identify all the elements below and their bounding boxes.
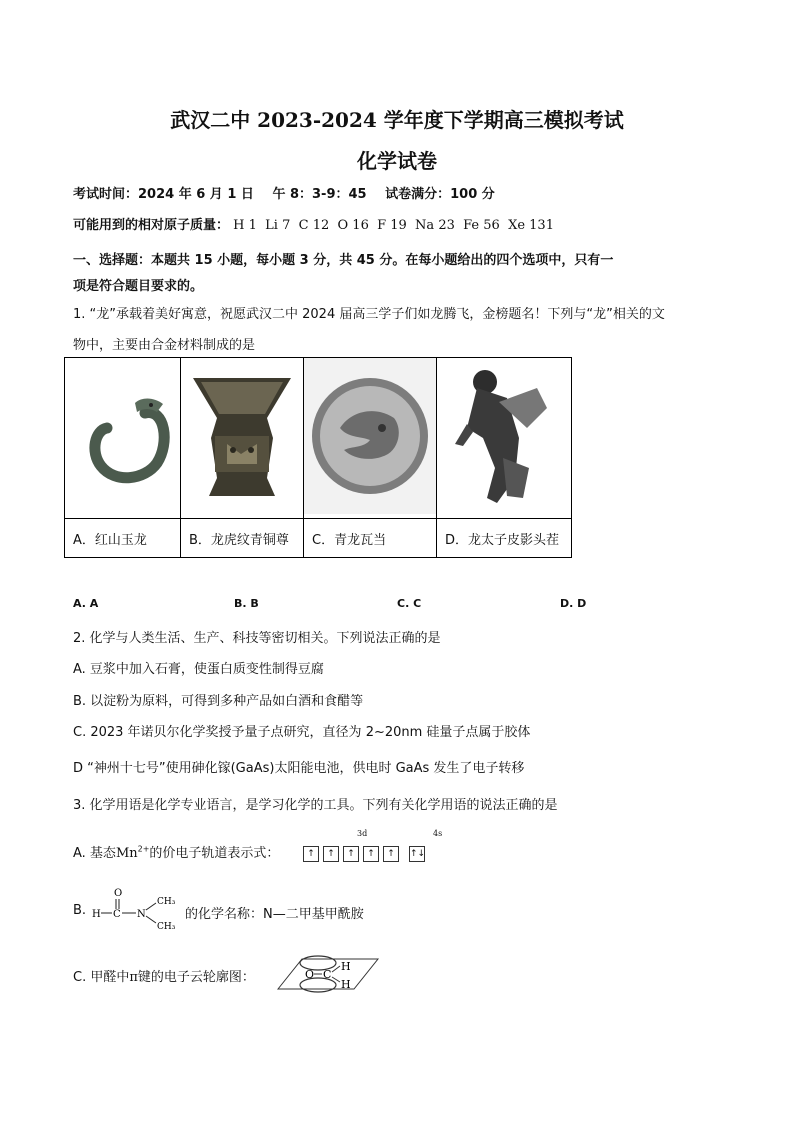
atomic-masses — [73, 214, 554, 233]
struct-o: O — [114, 888, 123, 899]
orbital-3d-1: ↑ — [303, 846, 319, 862]
label-3d: 3d — [357, 829, 368, 838]
q3-option-c — [73, 966, 255, 985]
q3-option-a — [73, 842, 279, 861]
struct-n: N — [137, 909, 146, 920]
exam-score: 试卷满分：100 分 — [385, 187, 495, 202]
exam-time-label: 考试时间：2024 年 6 月 1 日 — [73, 187, 254, 202]
q3-c-pi: π — [129, 970, 138, 985]
jade-dragon-image — [65, 358, 181, 519]
q1-choice-d[interactable]: D. D — [560, 597, 587, 610]
q2-option-c: C. 2023 年诺贝尔化学奖授予量子点研究，直径为 2~20nm 硅量子点属于胶体 — [73, 725, 531, 740]
q1-stem-line1: 1. “龙”承载着美好寓意，祝愿武汉二中 2024 届高三学子们如龙腾飞，金榜题名！下列与“龙”相关的文 — [73, 307, 665, 322]
struct-ch3-bottom: CH₃ — [157, 922, 176, 932]
section-heading-line1: 一、选择题：本题共 15 小题，每小题 3 分，共 45 分。在每小题给出的四个选项中，只有一 — [73, 253, 614, 268]
q1-caption-b: B．龙虎纹青铜尊 — [181, 519, 304, 558]
q1-caption-d: D．龙太子皮影头茬 — [437, 519, 572, 558]
exam-time — [73, 183, 495, 202]
orbital-3d-5: ↑ — [383, 846, 399, 862]
q3-c-prefix: C. 甲醛中 — [73, 970, 130, 985]
orbital-3d-3: ↑ — [343, 846, 359, 862]
cloud-c: C — [323, 968, 332, 981]
struct-ch3-top: CH₃ — [157, 897, 176, 907]
dmf-structure — [90, 885, 185, 933]
shadow-puppet-image — [437, 358, 572, 519]
q2-option-b: B. 以淀粉为原料，可得到多种产品如白酒和食醋等 — [73, 694, 364, 709]
q3-a-charge: 2+ — [137, 844, 150, 854]
q2-option-d: D “神州十七号”使用砷化镓(GaAs)太阳能电池，供电时 GaAs 发生了电子转移 — [73, 761, 525, 776]
atomic-masses-label: 可能用到的相对原子质量： — [73, 218, 230, 233]
orbital-3d-2: ↑ — [323, 846, 339, 862]
exam-title: 武汉二中 2023-2024 学年度下学期高三模拟考试 — [170, 108, 624, 132]
pi-bond-cloud-diagram — [272, 951, 384, 995]
q1-choice-c[interactable]: C. C — [397, 597, 422, 610]
q3-a-suffix: 的价电子轨道表示式： — [149, 846, 280, 861]
q2-stem: 2. 化学与人类生活、生产、科技等密切相关。下列说法正确的是 — [73, 631, 441, 646]
q3-option-b-prefix: B. — [73, 903, 87, 918]
q3-a-ion: Mn — [115, 846, 138, 861]
q1-caption-c: C．青龙瓦当 — [304, 519, 437, 558]
orbital-4s: ↑↓ — [409, 846, 425, 862]
q3-stem: 3. 化学用语是化学专业语言，是学习化学的工具。下列有关化学用语的说法正确的是 — [73, 798, 558, 813]
q2-option-a: A. 豆浆中加入石膏，使蛋白质变性制得豆腐 — [73, 662, 324, 677]
label-4s: 4s — [433, 829, 443, 838]
struct-c: C — [113, 909, 121, 920]
q1-choice-b[interactable]: B. B — [234, 597, 259, 610]
q1-caption-a: A．红山玉龙 — [65, 519, 181, 558]
cloud-h-bottom: H — [341, 978, 351, 991]
q3-c-suffix: 键的电子云轮廓图： — [137, 970, 255, 985]
orbital-3d-4: ↑ — [363, 846, 379, 862]
struct-h: H — [92, 909, 101, 920]
cloud-o: O — [305, 968, 315, 981]
exam-time-slot: 午 8：3-9：45 — [272, 187, 367, 202]
cloud-h-top: H — [341, 960, 351, 973]
q1-choice-a[interactable]: A. A — [73, 597, 99, 610]
orbital-diagram — [303, 843, 429, 862]
q1-image-table — [64, 357, 572, 558]
q3-option-b-text: 的化学名称：N—二甲基甲酰胺 — [185, 907, 364, 922]
tile-end-image — [304, 358, 437, 519]
section-heading-line2: 项是符合题目要求的。 — [73, 279, 204, 294]
atomic-masses-values: H 1 Li 7 C 12 O 16 F 19 Na 23 Fe 56 Xe 131 — [233, 218, 554, 233]
q3-a-prefix: A. 基态 — [73, 846, 116, 861]
q1-stem-line2: 物中，主要由合金材料制成的是 — [73, 338, 256, 353]
bronze-vessel-image — [181, 358, 304, 519]
exam-subtitle: 化学试卷 — [357, 149, 437, 173]
